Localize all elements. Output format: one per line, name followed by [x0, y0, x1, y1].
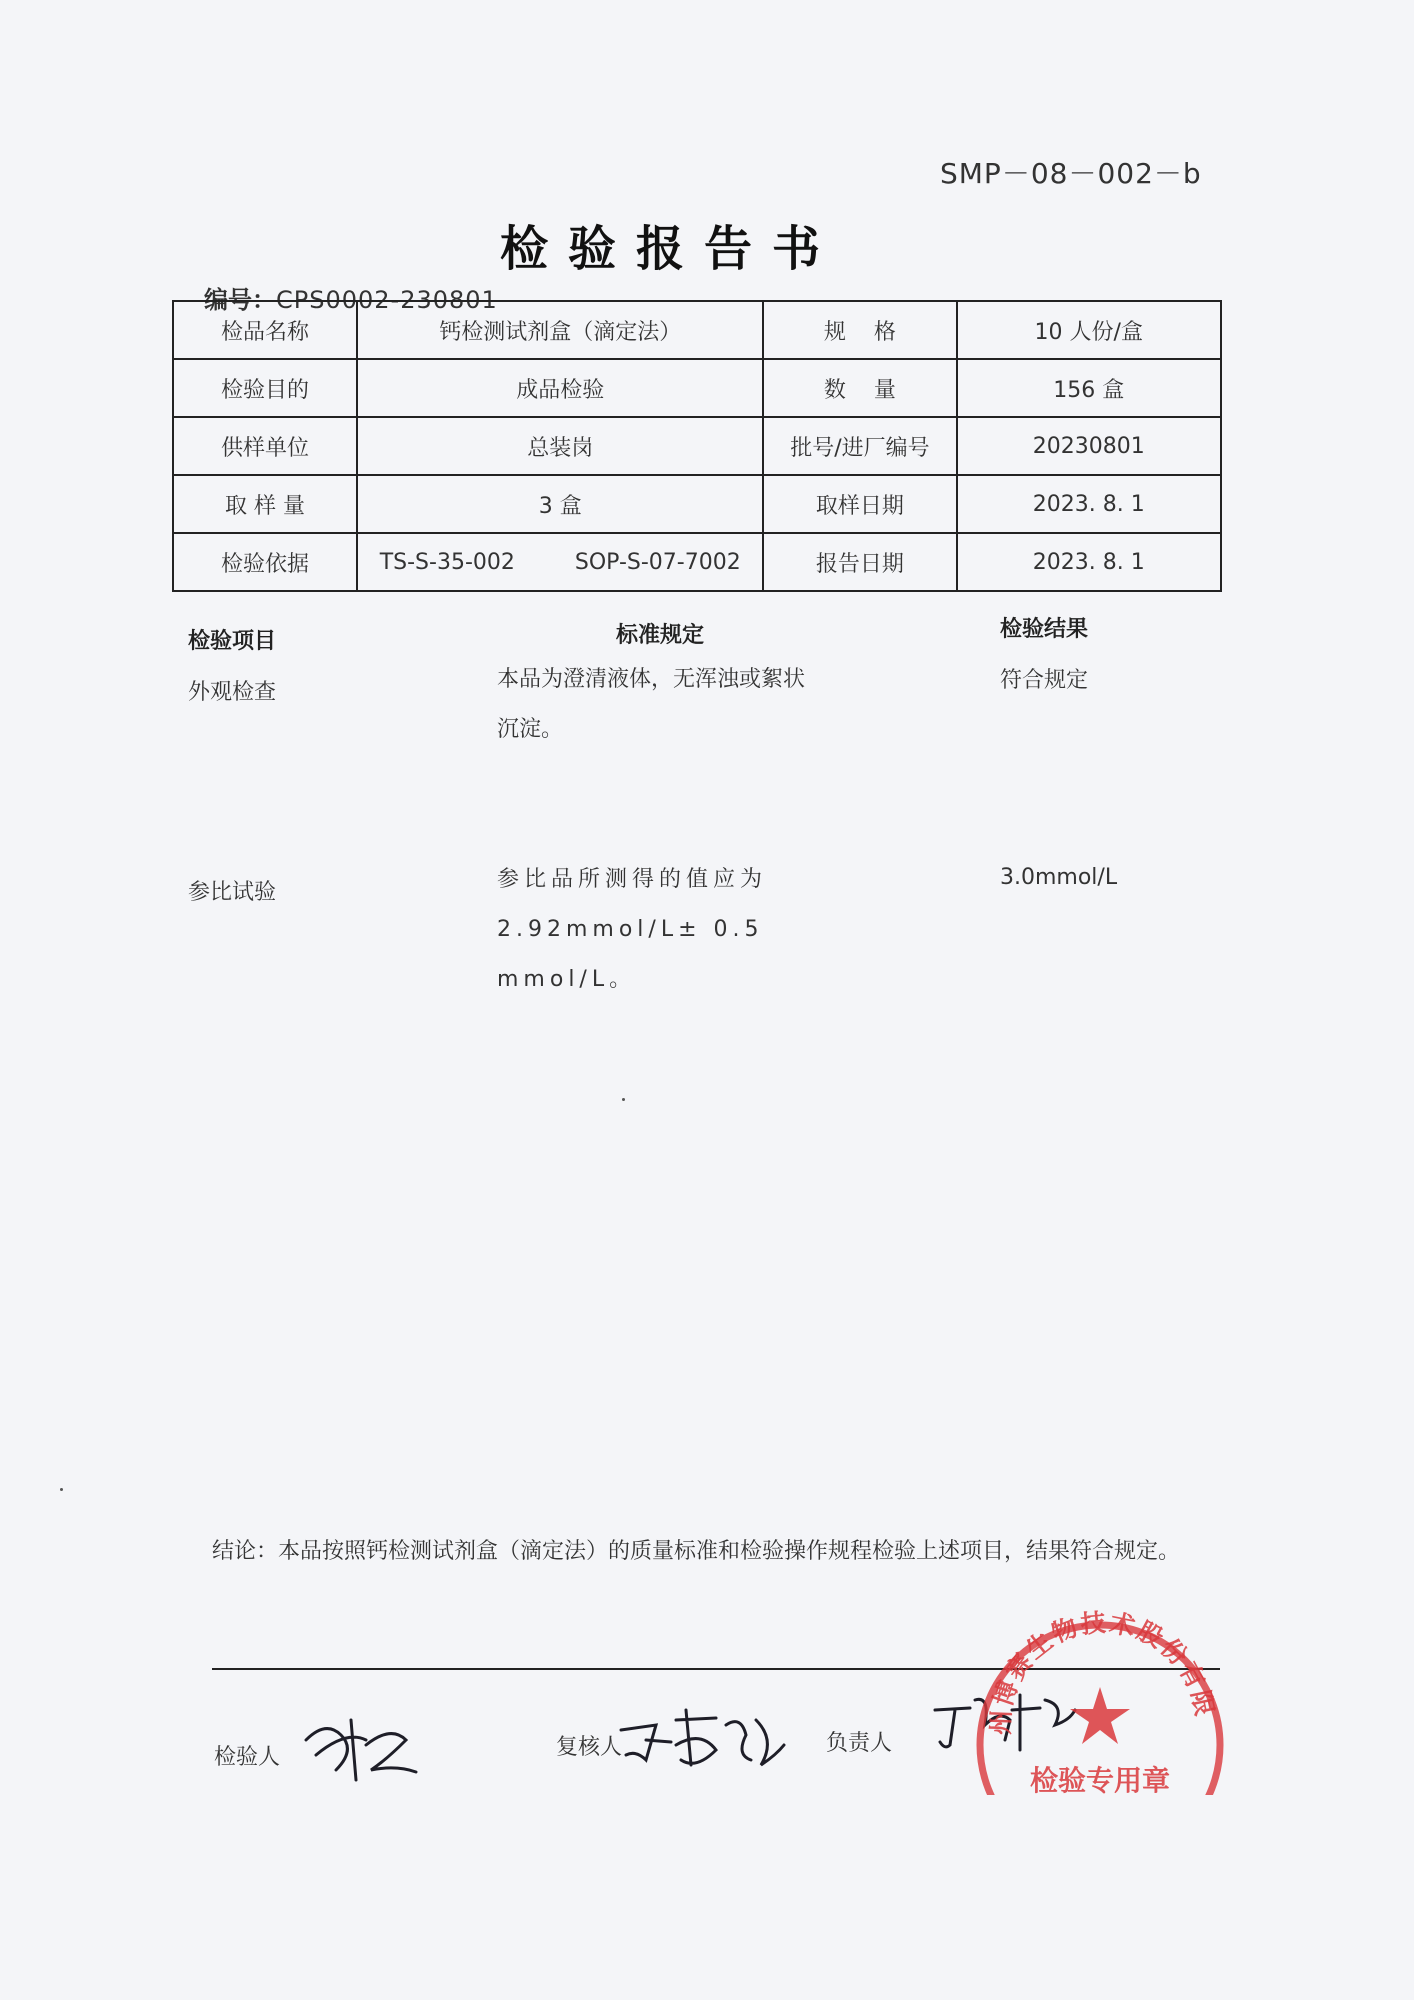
result-value: 3.0mmol/L — [1000, 865, 1118, 890]
purpose-label: 检验目的 — [173, 359, 357, 417]
sample-amount-value: 3 盒 — [357, 475, 763, 533]
batch-label: 批号/进厂编号 — [763, 417, 956, 475]
sampling-date-value: 2023. 8. 1 — [957, 475, 1222, 533]
result-standard: 参比品所测得的值应为 2.92mmol/L± 0.5 mmol/L。 — [497, 867, 768, 992]
table-row — [173, 475, 1221, 533]
table-row — [173, 417, 1221, 475]
info-table — [172, 300, 1222, 592]
quantity-value: 156 盒 — [957, 359, 1222, 417]
sampling-date-label: 取样日期 — [763, 475, 956, 533]
conclusion-text: 结论：本品按照钙检测试剂盒（滴定法）的质量标准和检验操作规程检验上述项目，结果符合规定。 — [212, 1539, 1181, 1564]
svg-text:检验专用章: 检验专用章 — [1029, 1764, 1171, 1795]
sample-amount-label: 取 样 量 — [173, 475, 357, 533]
result-item: 外观检查 — [188, 680, 277, 705]
document-code: SMP－08－002－b — [940, 157, 1202, 190]
scan-speck — [60, 1488, 63, 1491]
supplier-value: 总装岗 — [357, 417, 763, 475]
result-standard: 本品为澄清液体，无浑浊或絮状沉淀。 — [497, 667, 806, 742]
result-item: 参比试验 — [188, 880, 277, 905]
results-col-result: 检验结果 — [1000, 617, 1089, 642]
report-number-label: 编号： — [204, 286, 276, 314]
report-number-value: CPS0002-230801 — [276, 286, 498, 314]
basis-standard-2: SOP-S-07-7002 — [574, 549, 741, 575]
results-col-item: 检验项目 — [188, 629, 277, 654]
supplier-label: 供样单位 — [173, 417, 357, 475]
inspection-seal — [960, 1595, 1240, 1799]
page-title: 检验报告书 — [500, 221, 841, 277]
batch-value: 20230801 — [957, 417, 1222, 475]
spec-label: 规 格 — [763, 301, 956, 359]
product-name-value: 钙检测试剂盒（滴定法） — [357, 301, 763, 359]
inspector-signature — [296, 1700, 426, 1790]
product-name-label: 检品名称 — [173, 301, 357, 359]
reviewer-label: 复核人 — [556, 1735, 623, 1760]
result-value: 符合规定 — [1000, 668, 1089, 693]
report-date-label: 报告日期 — [763, 533, 956, 591]
quantity-label: 数 量 — [763, 359, 956, 417]
basis-standard-1: TS-S-35-002 — [379, 549, 515, 575]
results-col-standard: 标准规定 — [616, 623, 705, 648]
table-row — [173, 359, 1221, 417]
inspector-label: 检验人 — [214, 1745, 281, 1770]
responsible-label: 负责人 — [826, 1731, 893, 1756]
report-date-value: 2023. 8. 1 — [957, 533, 1222, 591]
spec-value: 10 人份/盒 — [957, 301, 1222, 359]
basis-value — [357, 533, 763, 591]
purpose-value: 成品检验 — [357, 359, 763, 417]
table-row — [173, 533, 1221, 591]
reviewer-signature — [616, 1700, 786, 1780]
basis-label: 检验依据 — [173, 533, 357, 591]
scan-speck — [622, 1098, 625, 1101]
table-row — [173, 301, 1221, 359]
svg-text:州博赛生物技术股份有限公司: 州博赛生物技术股份有限 — [986, 1607, 1220, 1736]
